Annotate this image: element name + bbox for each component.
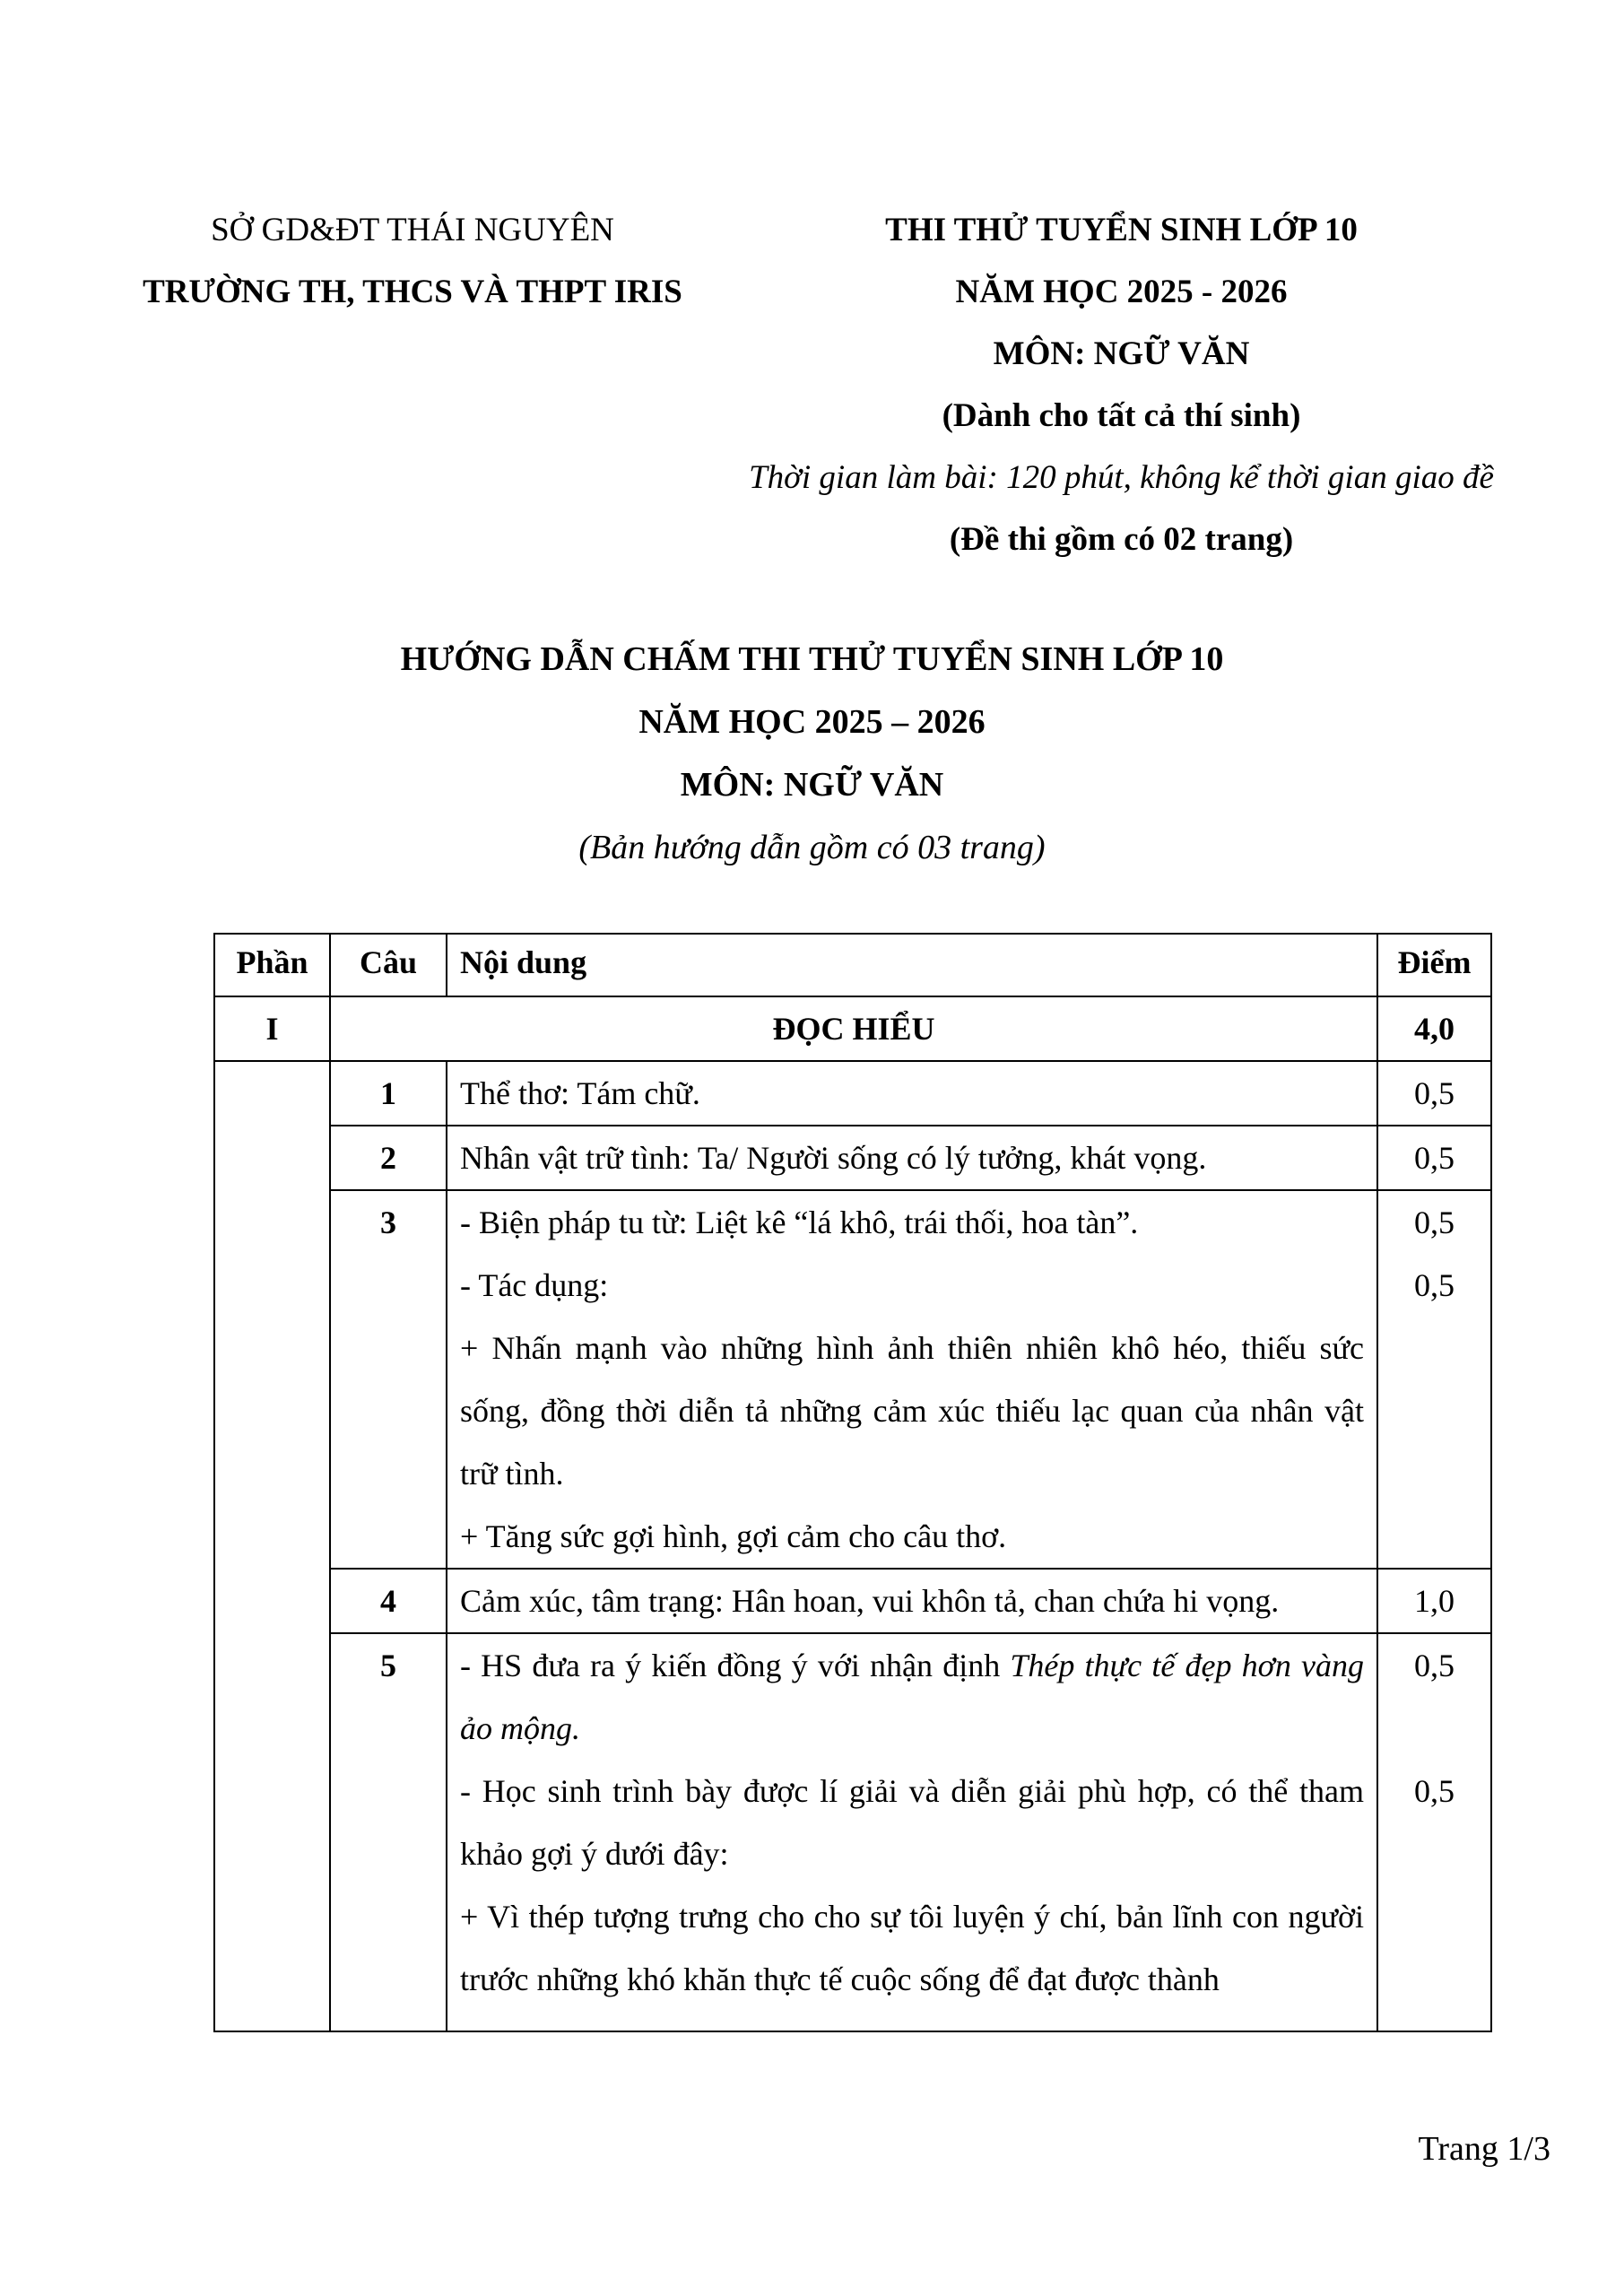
page-number: Trang 1/3 bbox=[1418, 2130, 1550, 2168]
score-value: 0,5 bbox=[1414, 1140, 1455, 1176]
document-title-block bbox=[0, 628, 1624, 879]
table-row bbox=[214, 1126, 1491, 1190]
content-paragraph bbox=[460, 1760, 1364, 1885]
score-cell bbox=[1377, 1569, 1491, 1633]
score-value: 4,0 bbox=[1414, 1011, 1455, 1047]
answer-key-table bbox=[213, 933, 1492, 2032]
doc-title-line-2: NĂM HỌC 2025 – 2026 bbox=[638, 703, 986, 741]
content-paragraph bbox=[460, 1317, 1364, 1505]
section-part: I bbox=[214, 996, 330, 1061]
exam-title: THI THỬ TUYỂN SINH LỚP 10 bbox=[885, 212, 1358, 248]
document-header bbox=[0, 0, 1624, 570]
question-number: 1 bbox=[330, 1061, 447, 1126]
score-value: 0,5 bbox=[1414, 1648, 1455, 1683]
content-cell bbox=[447, 1569, 1377, 1633]
score-value: 0,5 bbox=[1414, 1773, 1455, 1809]
exam-audience: (Dành cho tất cả thí sinh) bbox=[942, 397, 1301, 434]
content-paragraph bbox=[460, 1126, 1364, 1189]
score-value bbox=[1391, 1697, 1478, 1760]
question-number: 3 bbox=[330, 1190, 447, 1569]
content-segment: + Tăng sức gợi hình, gợi cảm cho câu thơ. bbox=[460, 1518, 1007, 1554]
content-paragraph bbox=[460, 1191, 1364, 1254]
score-value: 1,0 bbox=[1414, 1583, 1455, 1619]
score-value: 0,5 bbox=[1414, 1205, 1455, 1240]
content-segment: - HS đưa ra ý kiến đồng ý với nhận định bbox=[460, 1648, 1011, 1683]
table-row bbox=[214, 1061, 1491, 1126]
score-cell bbox=[1377, 1061, 1491, 1126]
content-paragraph bbox=[460, 1885, 1364, 2011]
content-paragraph bbox=[460, 1570, 1364, 1632]
content-paragraph bbox=[460, 1254, 1364, 1317]
content-cell bbox=[447, 1061, 1377, 1126]
content-segment: + Vì thép tượng trưng cho cho sự tôi luyện ý chí, bản lĩnh con người trước những khó khăn thực tế cuộc sống để đạt được thành bbox=[460, 1899, 1364, 1997]
content-paragraph bbox=[460, 1062, 1364, 1125]
exam-pages-note: (Đề thi gồm có 02 trang) bbox=[949, 521, 1294, 558]
content-segment: - Học sinh trình bày được lí giải và diễn giải phù hợp, có thể tham khảo gợi ý dưới đây: bbox=[460, 1773, 1364, 1872]
score-cell bbox=[1377, 1190, 1491, 1569]
section-title: ĐỌC HIỂU bbox=[330, 996, 1377, 1061]
content-segment: + Nhấn mạnh vào những hình ảnh thiên nhiên khô héo, thiếu sức sống, đồng thời diễn tả những cảm xúc thiếu lạc quan của nhân vật trữ tình. bbox=[460, 1330, 1364, 1492]
col-header-phan: Phần bbox=[214, 934, 330, 996]
score-cell bbox=[1377, 1633, 1491, 2031]
issuer-block bbox=[135, 199, 690, 570]
score-value: 0,5 bbox=[1414, 1267, 1455, 1303]
question-number: 4 bbox=[330, 1569, 447, 1633]
col-header-diem: Điểm bbox=[1377, 934, 1491, 996]
score-cell bbox=[1377, 1126, 1491, 1190]
table-row bbox=[214, 1569, 1491, 1633]
issuer-school: TRƯỜNG TH, THCS VÀ THPT IRIS bbox=[143, 274, 682, 310]
doc-title-line-3: MÔN: NGỮ VĂN bbox=[680, 766, 944, 804]
content-cell bbox=[447, 1190, 1377, 1569]
col-header-noidung: Nội dung bbox=[447, 934, 1377, 996]
content-paragraph bbox=[460, 1634, 1364, 1760]
table-header-row bbox=[214, 934, 1491, 996]
table-row bbox=[214, 1633, 1491, 2031]
exam-subject: MÔN: NGỮ VĂN bbox=[993, 335, 1250, 372]
exam-duration: Thời gian làm bài: 120 phút, không kể thời gian giao đề bbox=[749, 459, 1494, 496]
question-number: 5 bbox=[330, 1633, 447, 2031]
content-segment: - Biện pháp tu từ: Liệt kê “lá khô, trái thối, hoa tàn”. bbox=[460, 1205, 1139, 1240]
col-header-cau: Câu bbox=[330, 934, 447, 996]
doc-title-line-1: HƯỚNG DẪN CHẤM THI THỬ TUYỂN SINH LỚP 10 bbox=[400, 640, 1224, 678]
exam-school-year: NĂM HỌC 2025 - 2026 bbox=[955, 274, 1288, 310]
doc-title-line-4: (Bản hướng dẫn gồm có 03 trang) bbox=[578, 829, 1046, 866]
section-row bbox=[214, 996, 1491, 1061]
content-segment: Nhân vật trữ tình: Ta/ Người sống có lý tưởng, khát vọng. bbox=[460, 1140, 1207, 1176]
content-segment: Cảm xúc, tâm trạng: Hân hoan, vui khôn tả, chan chứa hi vọng. bbox=[460, 1583, 1280, 1619]
content-segment: Thể thơ: Tám chữ. bbox=[460, 1075, 700, 1111]
exam-info-block bbox=[690, 199, 1552, 570]
section-score bbox=[1377, 996, 1491, 1061]
issuer-department: SỞ GD&ĐT THÁI NGUYÊN bbox=[211, 212, 614, 248]
question-number: 2 bbox=[330, 1126, 447, 1190]
content-cell bbox=[447, 1633, 1377, 2031]
content-paragraph bbox=[460, 1505, 1364, 1568]
content-segment-italic: Thép thực tế đẹp hơn vàng ảo mộng. bbox=[460, 1648, 1365, 1746]
part-span-cell bbox=[214, 1061, 330, 2031]
content-segment: - Tác dụng: bbox=[460, 1267, 609, 1303]
table-row bbox=[214, 1190, 1491, 1569]
content-cell bbox=[447, 1126, 1377, 1190]
score-value: 0,5 bbox=[1414, 1075, 1455, 1111]
